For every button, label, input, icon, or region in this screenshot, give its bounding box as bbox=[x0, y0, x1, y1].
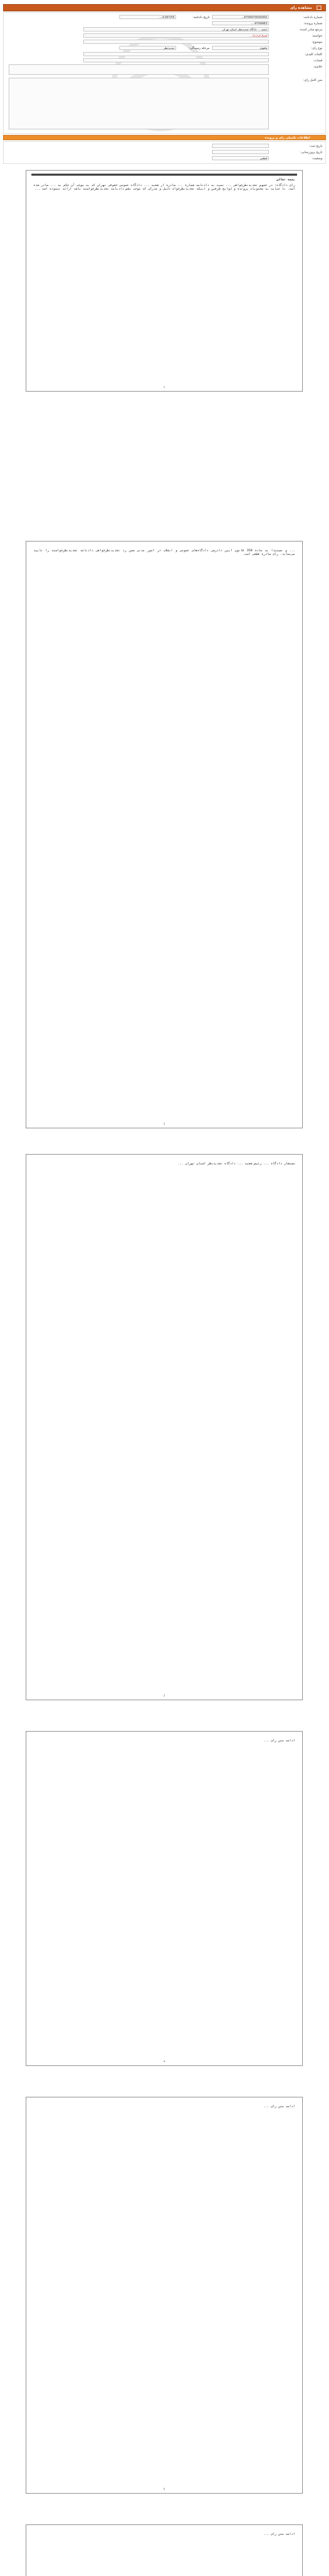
document-page bbox=[26, 170, 303, 392]
page-text bbox=[33, 1162, 295, 1692]
field-label: قضات: bbox=[313, 59, 322, 62]
page-text bbox=[33, 1739, 295, 2058]
page-text bbox=[33, 178, 295, 384]
sub-panel bbox=[3, 141, 326, 164]
field-value: ماهوی bbox=[212, 46, 269, 50]
page-number: 1 bbox=[163, 386, 165, 389]
field-row bbox=[4, 52, 325, 57]
form-icon bbox=[317, 6, 321, 10]
page-paragraph: ادامه متن رای ... bbox=[263, 1739, 295, 1742]
field-label: شماره دادنامه: bbox=[303, 15, 322, 19]
page-paragraph: ادامه متن رای ... bbox=[263, 2105, 295, 2108]
page-paragraph: مستشار دادگاه ... رئیس شعبه ... دادگاه تجدیدنظر استان تهران ... bbox=[178, 1162, 295, 1165]
field-value bbox=[83, 58, 269, 62]
field-label: تاریخ ثبت: bbox=[309, 144, 322, 148]
page-title: مشاهده رای bbox=[290, 6, 312, 10]
field-row bbox=[4, 27, 325, 32]
field-value: 1397/05/... bbox=[119, 15, 176, 19]
summary-box bbox=[9, 64, 269, 75]
field-label: مرحله رسیدگی: bbox=[188, 46, 210, 50]
field-label: کلمات کلیدی: bbox=[304, 53, 322, 56]
field-row bbox=[4, 46, 325, 51]
page-text bbox=[33, 2532, 295, 2576]
field-row bbox=[4, 21, 325, 26]
page-number: 5 bbox=[163, 2488, 165, 2491]
field-value bbox=[212, 150, 269, 154]
page-number: 2 bbox=[163, 1123, 165, 1126]
field-label: تاریخ دادنامه: bbox=[193, 15, 210, 19]
info-panel bbox=[3, 12, 326, 134]
field-label: شماره پرونده: bbox=[303, 22, 322, 25]
field-label: تاریخ بروزرسانی: bbox=[300, 150, 322, 154]
field-label: موضوع: bbox=[311, 40, 322, 44]
document-page bbox=[26, 541, 303, 1128]
section-title: اطلاعات تکمیلی رای و پرونده bbox=[265, 136, 310, 140]
document-page bbox=[26, 2097, 303, 2494]
field-row bbox=[4, 144, 325, 149]
field-value: 9709983-... bbox=[212, 21, 269, 25]
field-value: 9709970000000... bbox=[212, 15, 269, 19]
page-header-bar bbox=[31, 174, 297, 176]
page-text bbox=[33, 549, 295, 1121]
field-value: فسخ قرارداد ... bbox=[83, 33, 269, 38]
field-row bbox=[4, 58, 325, 63]
field-row bbox=[4, 150, 325, 155]
header-bar bbox=[3, 4, 326, 11]
field-value: تجدیدنظر bbox=[119, 46, 176, 50]
field-value bbox=[83, 40, 269, 44]
field-label: وضعیت: bbox=[311, 157, 322, 160]
field-label: متن کامل رای: bbox=[303, 78, 322, 82]
document-page bbox=[26, 1154, 303, 1700]
full-text-box bbox=[9, 78, 269, 129]
page-paragraph: رای دادگاه: در خصوص تجدیدنظرخواهی ... نسبت به دادنامه شماره ... صادره از شعبه ... دادگاه عمومی حقوقی تهران که به موجب آن حکم به ... صادر شده است، با عنایت به محتویات پرونده و لوایح طرفین و اینکه تجدیدنظرخواه دلیل و مدرکی که موجب نقض دادنامه تجدیدنظرخواسته باشد ارائه ننموده است ... bbox=[33, 183, 295, 191]
section-strip bbox=[3, 135, 326, 140]
field-row bbox=[4, 33, 325, 39]
page-number: 3 bbox=[163, 1694, 165, 1698]
page-number: 4 bbox=[163, 2060, 165, 2063]
field-row bbox=[4, 40, 325, 45]
field-value bbox=[212, 144, 269, 148]
field-label: خواسته: bbox=[311, 34, 322, 38]
page-paragraph: ... و مستنداً به ماده 358 قانون آیین دادرسی دادگاه‌های عمومی و انقلاب در امور مدنی ضمن رد تجدیدنظرخواهی دادنامه تجدیدنظرخواسته را تأیید می‌نماید. رای صادره قطعی است. bbox=[33, 549, 295, 556]
field-row bbox=[4, 15, 325, 20]
document-page bbox=[26, 2524, 303, 2576]
field-row bbox=[4, 156, 325, 161]
page-text bbox=[33, 2105, 295, 2486]
field-label: مرجع صادر کننده: bbox=[299, 28, 322, 31]
field-value bbox=[83, 52, 269, 56]
field-label: خلاصه: bbox=[313, 65, 322, 69]
page-paragraph: ادامه متن رای ... bbox=[263, 2532, 295, 2536]
field-label: نوع رای: bbox=[311, 46, 322, 50]
doc-heading: بسمه تعالی bbox=[276, 178, 295, 181]
document-page bbox=[26, 1731, 303, 2066]
field-value: قطعی bbox=[212, 156, 269, 160]
field-value: شعبه ... دادگاه تجدیدنظر استان تهران bbox=[83, 27, 269, 31]
